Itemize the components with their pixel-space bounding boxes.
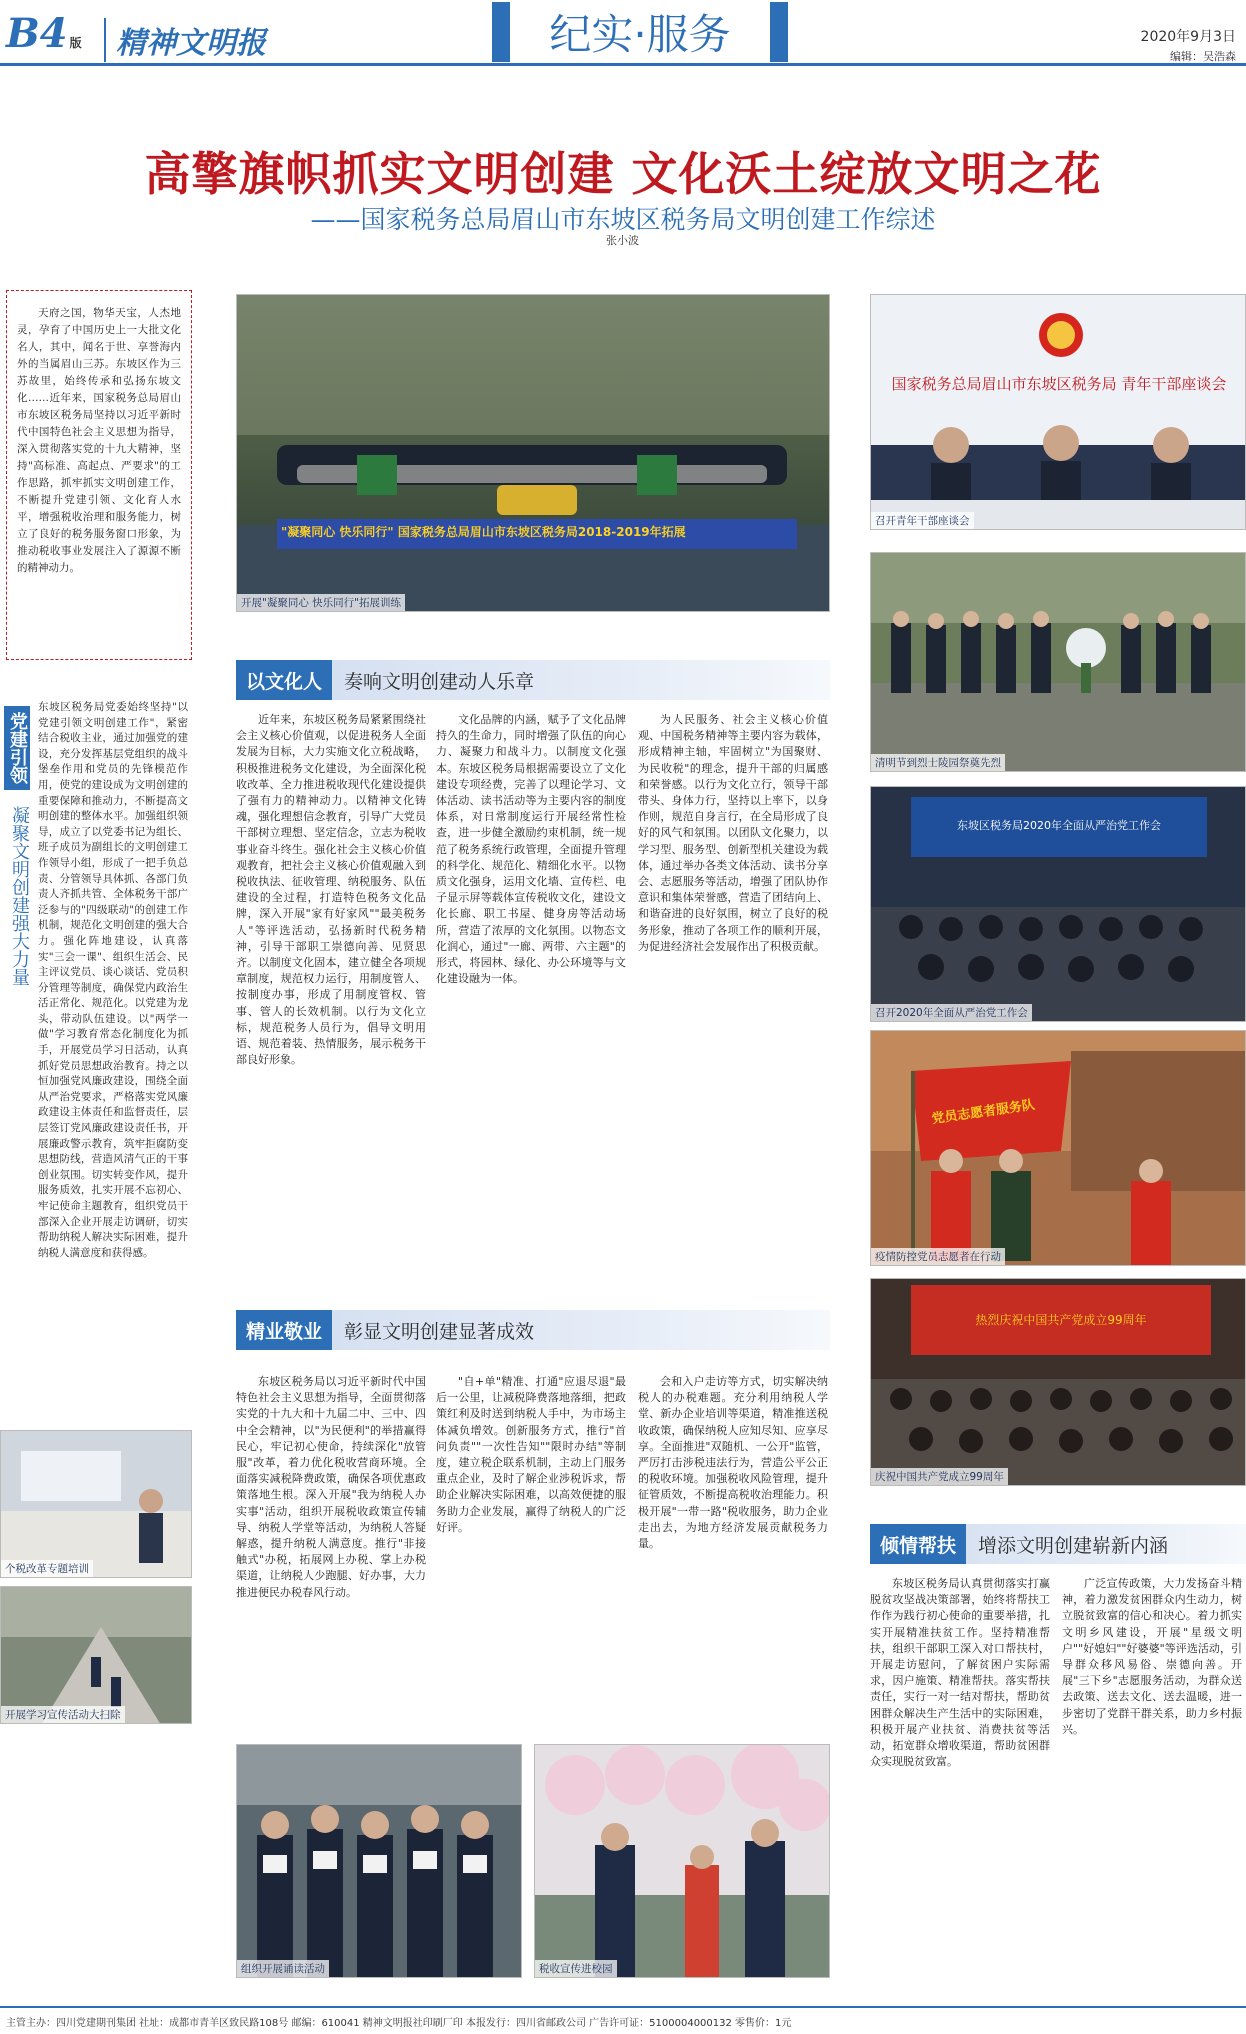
footer (0, 2006, 1246, 2034)
footer-text: 主管主办：四川党建期刊集团 社址：成都市青羊区致民路108号 邮编：610041 精神文明报社印刷厂印 本报发行：四川省邮政公司 广告许可证：5100004000132 零售价：1元 (6, 2018, 792, 2029)
caption-anniversary: 庆祝中国共产党成立99周年 (871, 1468, 1008, 1485)
team-photo (236, 294, 830, 612)
section-poverty-tag: 倾情帮扶 (870, 1524, 966, 1564)
team-photo-image (237, 295, 830, 612)
tax-reform-training-image (1, 1431, 192, 1578)
section-poverty-title: 增添文明创建崭新内涵 (978, 1534, 1169, 1557)
caption-tax-reform: 个税改革专题培训 (1, 1560, 93, 1577)
dedication-col-1: 东坡区税务局以习近平新时代中国特色社会主义思想为指导，全面贯彻落实党的十九大和十九届二中、三中、四中全会精神，以"为民便利"的举措赢得民心，牢记初心使命，持续深化"放管服"改革，着力优化税收营商环境。全面落实减税降费政策，确保各项优惠政策落地生根。深入开展"我为纳税人办实事"活动，组织开展税收政策宣传辅导、纳税人学堂等活动，为纳税人答疑解惑，提升纳税人满意度。推行"非接触式"办税，拓展网上办税、掌上办税渠道，让纳税人少跑腿、好办事，大力推进便民办税春风行动。 (236, 1375, 426, 1599)
culture-col-3: 为人民服务、社会主义核心价值观、中国税务精神等主要内容为载体，形成精神主轴，牢固树立"为国聚财、为民收税"的理念，提升干部的归属感和荣誉感。以行为文化立行，领导干部带头、身体力行，坚持以上率下，以身作则，规范自身言行，在全局形成了良好的风气和氛围。以团队文化聚力，以学习型、服务型、创新型机关建设为载体，通过举办各类文体活动、读书分享会、志愿服务等活动，增强了团队协作意识和集体荣誉感，营造了团结向上、和谐奋进的良好氛围，树立了良好的税务形象，推动了各项工作的顺利开展，为促进经济社会发展作出了积极贡献。 (638, 713, 828, 953)
section-dedication-header (236, 1310, 830, 1350)
culture-col-2: 文化品牌的内涵，赋予了文化品牌持久的生命力，同时增强了队伍的向心力、凝聚力和战斗力。以制度文化强本。东坡区税务局根据需要设立了文化建设专项经费，完善了以理论学习、文体活动、读书活动等为主要内容的制度体系，对日常制度运行开展经常性检查，进一步健全激励约束机制，统一规范了税务系统行政管理，全面提升管理的科学化、规范化、精细化水平。以物质文化强身，运用文化墙、宣传栏、电子显示屏等载体宣传税收文化，建设文化长廊、职工书屋、健身房等活动场所，营造了浓厚的文化氛围。以物态文化润心，通过"一廊、两带、六主题"的形式，将园林、绿化、办公环境等与文化建设融为一体。 (436, 713, 626, 986)
intro-box (6, 290, 192, 660)
masthead (0, 0, 1246, 66)
intro-text: 天府之国，物华天宝，人杰地灵，孕育了中国历史上一大批文化名人，其中，闻名于世、享誉海内外的当属眉山三苏。东坡区作为三苏故里，始终传承和弘扬东坡文化……近年来，国家税务总局眉山市东坡区税务局坚持以习近平新时代中国特色社会主义思想为指导，深入贯彻落实党的十九大精神，坚持"高标准、高起点、严要求"的工作思路，抓牢抓实文明创建工作，不断提升党建引领、文化育人水平，增强税收治理和服务能力，树立了良好的税务服务窗口形象，为推动税收事业发展注入了源源不断的精神动力。 (17, 307, 181, 574)
caption-volunteer: 疫情防控党员志愿者在行动 (871, 1248, 1005, 1265)
dedication-col-2: "自+单"精准、打通"应退尽退"最后一公里，让减税降费落地落细，把政策红利及时送到纳税人手中，为市场主体减负增效。创新服务方式，推行"首问负责""一次性告知""限时办结"等制度，建立税企联系机制，主动上门服务重点企业，及时了解企业涉税诉求，帮助企业解决实际困难，以高效便捷的服务助力企业发展，赢得了纳税人的广泛好评。 (436, 1375, 626, 1534)
section-poverty-header (870, 1524, 1246, 1564)
section-title: 纪实·服务 (549, 10, 731, 59)
caption-qingming: 清明节到烈士陵园祭奠先烈 (871, 754, 1005, 771)
section-banner (492, 2, 788, 62)
caption-team-photo: 开展"凝聚同心 快乐同行"拓展训练 (237, 594, 405, 611)
anniversary-banner: 热烈庆祝中国共产党成立99周年 (975, 1313, 1147, 1327)
volunteer-flag-text: 党员志愿者服务队 (930, 1097, 1036, 1128)
conference-photo (870, 786, 1246, 1022)
section-dedication-tag: 精业敬业 (236, 1310, 332, 1350)
campus-photo (534, 1744, 830, 1978)
editor-name: 编辑：吴浩森 (1170, 50, 1236, 63)
recitation-photo (236, 1744, 522, 1978)
byline: 张小波 (606, 234, 639, 247)
issue-date: 2020年9月3日 (1140, 29, 1236, 45)
headline-title: 高擎旗帜抓实文明创建 文化沃土绽放文明之花 (144, 147, 1102, 201)
side-column-text: 东坡区税务局党委始终坚持"以党建引领文明创建工作"，紧密结合税收主业，通过加强党的建设，充分发挥基层党组织的战斗堡垒作用和党员的先锋模范作用，使党的建设成为文明创建的重要保障和推动力，不断提高文明创建的整体水平。加强组织领导，成立了以党委书记为组长、班子成员为副组长的文明创建工作领导小组，形成了一把手负总责、分管领导具体抓、各部门负责人齐抓共管、全体税务干部广泛参与的"四级联动"的创建工作机制，规范化文明创建的强大合力。强化阵地建设，认真落实"三会一课"、组织生活会、民主评议党员、谈心谈话、党员积分管理等制度，确保党内政治生活正常化、规范化。以党建为龙头，带动队伍建设。以"两学一做"学习教育常态化制度化为抓手，开展党员学习日活动，认真抓好党员思想政治教育。持之以恒加强党风廉政建设，围绕全面从严治党要求，严格落实党风廉政建设主体责任和监督责任，层层签订党风廉政建设责任书，开展廉政警示教育，筑牢拒腐防变思想防线，营造风清气正的干事创业氛围。切实转变作风，提升服务质效，扎实开展不忘初心、牢记使命主题教育，组织党员干部深入企业开展走访调研，切实帮助纳税人解决实际困难，提升纳税人满意度和获得感。 (38, 701, 188, 1259)
side-section-tag: 党建引领 (7, 712, 28, 784)
side-section-header (4, 706, 30, 790)
recitation-image (237, 1745, 522, 1978)
page-number: B4 版 (6, 10, 82, 57)
culture-col-1: 近年来，东坡区税务局紧紧围绕社会主义核心价值观，以促进税务人全面发展为目标，大力实施文化立税战略，积极推进税务文化建设，为全面深化税收改革、全力推进税收现代化建设提供了强有力的精神动力。以精神文化铸魂，强化理想信念教育，引导广大党员干部树立理想、坚定信念，立志为税收事业奋斗终生。强化社会主义核心价值观教育，把社会主义核心价值观融入到税收执法、征收管理、纳税服务、队伍建设的全过程，打造特色税务文化品牌，深入开展"家有好家风""最美税务人"等评选活动，弘扬新时代税务精神，引导干部职工崇德向善、见贤思齐。以制度文化固本，建立健全各项规章制度，规范权力运行，用制度管人、按制度办事，形成了用制度管权、管事、管人的长效机制。以行为文化立标，规范税务人员行为，倡导文明用语、规范着装、热情服务，展示税务干部良好形象。 (236, 713, 426, 1067)
qingming-image (871, 553, 1246, 772)
section-dedication-title: 彰显文明创建显著成效 (344, 1320, 535, 1343)
anniversary-photo (870, 1278, 1246, 1486)
youth-meeting-banner: 国家税务总局眉山市东坡区税务局 青年干部座谈会 (891, 375, 1227, 393)
volunteer-photo (870, 1030, 1246, 1266)
dedication-col-3: 会和入户走访等方式，切实解决纳税人的办税难题。充分利用纳税人学堂、新办企业培训等渠道，精准推送税收政策，确保纳税人应知尽知、应享尽享。全面推进"双随机、一公开"监管，严厉打击涉税违法行为，营造公平公正的税收环境。加强税收风险管理，提升征管质效，不断提高税收治理能力。积极开展"一带一路"税收服务，助力企业走出去，为地方经济发展贡献税务力量。 (638, 1375, 828, 1551)
caption-youth-meeting: 召开青年干部座谈会 (871, 512, 974, 529)
tax-reform-training-photo (0, 1430, 192, 1578)
section-culture-tag: 以文化人 (236, 660, 332, 700)
caption-campus: 税收宣传进校园 (535, 1960, 617, 1977)
team-photo-banner: "凝聚同心 快乐同行" 国家税务总局眉山市东坡区税务局2018-2019年拓展 (281, 525, 686, 539)
section-culture-header (236, 660, 830, 700)
poverty-col-2: 广泛宣传政策，大力发扬奋斗精神，着力激发贫困群众内生动力，树立脱贫致富的信心和决心。着力抓实文明乡风建设，开展"星级文明户""好媳妇""好婆婆"等评选活动，引导群众移风易俗、崇德向善。开展"三下乡"志愿服务活动，为群众送去政策、送去文化、送去温暖，进一步密切了党群干群关系，助力乡村振兴。 (1062, 1577, 1242, 1736)
volunteer-image (871, 1031, 1246, 1266)
section-culture-title: 奏响文明创建动人乐章 (344, 670, 535, 693)
caption-cleanup: 开展学习宣传活动大扫除 (1, 1706, 125, 1723)
campus-image (535, 1745, 830, 1978)
conference-banner: 东坡区税务局2020年全面从严治党工作会 (957, 819, 1161, 832)
caption-conference: 召开2020年全面从严治党工作会 (871, 1004, 1032, 1021)
youth-meeting-photo (870, 294, 1246, 530)
cleanup-image (1, 1587, 192, 1724)
caption-recitation: 组织开展诵读活动 (237, 1960, 329, 1977)
paper-name: 精神文明报 (104, 18, 266, 62)
cleanup-photo (0, 1586, 192, 1724)
headline-subtitle: ——国家税务总局眉山市东坡区税务局文明创建工作综述 (310, 205, 936, 234)
qingming-photo (870, 552, 1246, 772)
side-section-title: 凝聚文明创建强大力量 (9, 806, 30, 986)
poverty-col-1: 东坡区税务局认真贯彻落实打赢脱贫攻坚战决策部署，始终将帮扶工作作为践行初心使命的重要举措，扎实开展精准扶贫工作。坚持精准帮扶，组织干部职工深入对口帮扶村，开展走访慰问，了解贫困户实际需求，因户施策、精准帮扶。落实帮扶责任，实行一对一结对帮扶，帮助贫困群众解决生产生活中的实际困难，积极开展产业扶贫、消费扶贫等活动，拓宽群众增收渠道，帮助贫困群众实现脱贫致富。 (870, 1577, 1050, 1769)
youth-meeting-image (871, 295, 1246, 530)
